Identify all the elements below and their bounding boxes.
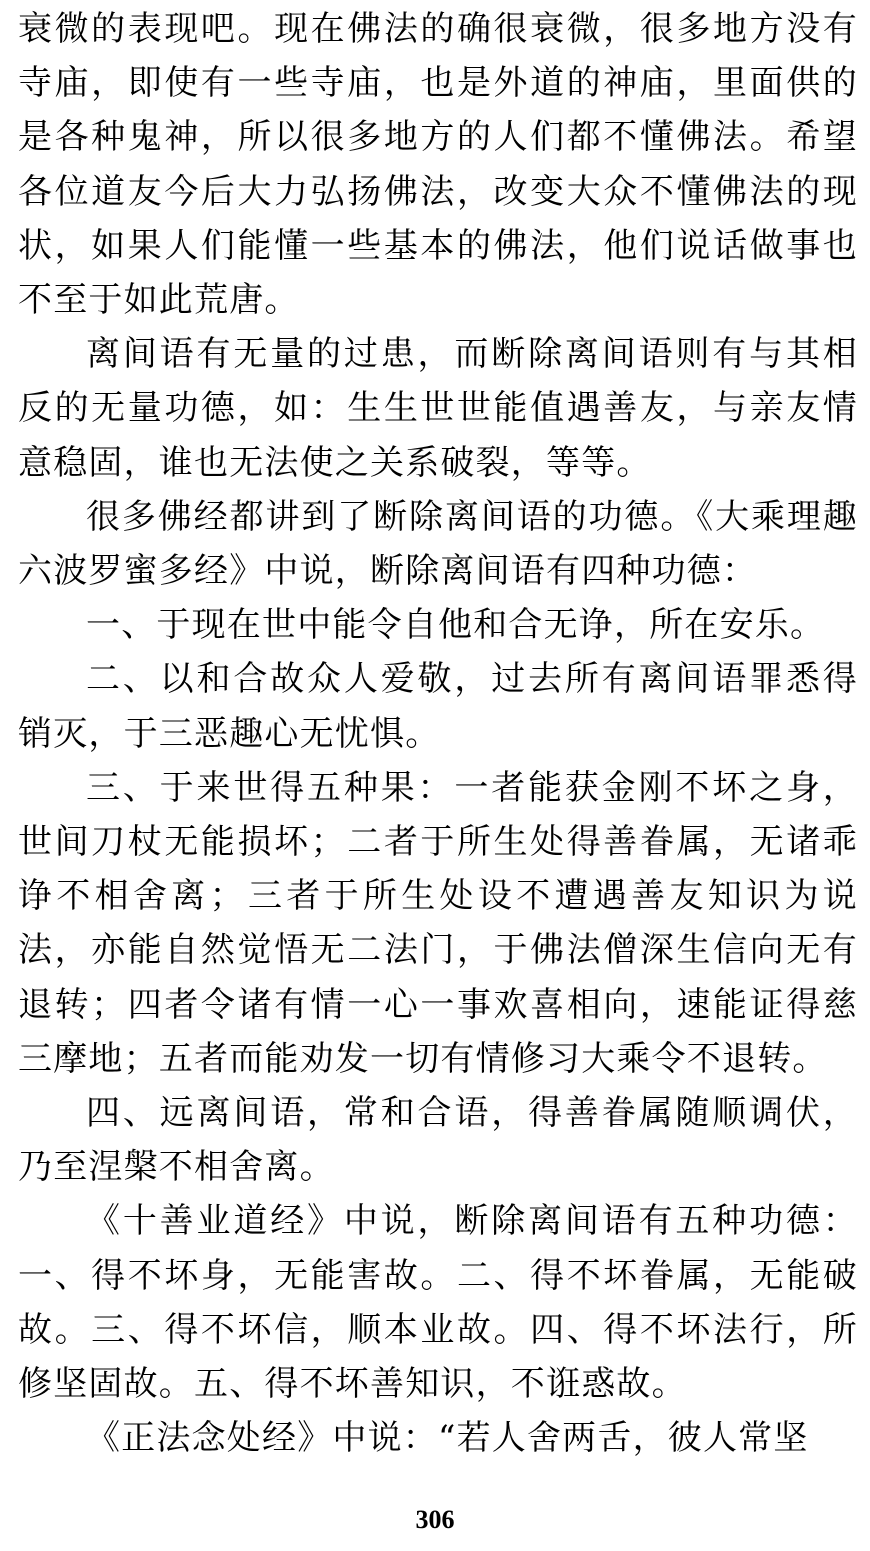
- paragraph: 三、于来世得五种果：一者能获金刚不坏之身，世间刀杖无能损坏；二者于所生处得善眷属，无诸乖诤不相舍离；三者于所生处设不遭遇善友知识为说法，亦能自然觉悟无二法门，于佛法僧深生信向无有退转；四者令诸有情一心一事欢喜相向，速能证得慈三摩地；五者而能劝发一切有情修习大乘令不退转。: [18, 767, 858, 1079]
- paragraph: 二、以和合故众人爱敬，过去所有离间语罪悉得销灭，于三恶趣心无忧惧。: [18, 659, 858, 754]
- paragraph: 《正法念处经》中说：“若人舍两舌，彼人常坚: [86, 1418, 809, 1459]
- paragraph: 四、远离间语，常和合语，得善眷属随顺调伏，乃至涅槃不相舍离。: [18, 1093, 858, 1188]
- paragraph: 衰微的表现吧。现在佛法的确很衰微，很多地方没有寺庙，即使有一些寺庙，也是外道的神庙，里面供的是各种鬼神，所以很多地方的人们都不懂佛法。希望各位道友今后大力弘扬佛法，改变大众不懂佛法的现状，如果人们能懂一些基本的佛法，他们说话做事也不至于如此荒唐。: [18, 9, 858, 321]
- paragraph: 离间语有无量的过患，而断除离间语则有与其相反的无量功德，如：生生世世能值遇善友，与亲友情意稳固，谁也无法使之关系破裂，等等。: [18, 334, 858, 483]
- paragraph: 一、于现在世中能令自他和合无诤，所在安乐。: [86, 605, 826, 646]
- paragraph: 很多佛经都讲到了断除离间语的功德。《大乘理趣六波罗蜜多经》中说，断除离间语有四种功德：: [18, 496, 858, 592]
- paragraph: 《十善业道经》中说，断除离间语有五种功德：一、得不坏身，无能害故。二、得不坏眷属，无能破故。三、得不坏信，顺本业故。四、得不坏法行，所修坚固故。五、得不坏善知识，不诳惑故。: [18, 1201, 858, 1405]
- body-text: [18, 2, 858, 1465]
- page-number: 306: [415, 1505, 455, 1534]
